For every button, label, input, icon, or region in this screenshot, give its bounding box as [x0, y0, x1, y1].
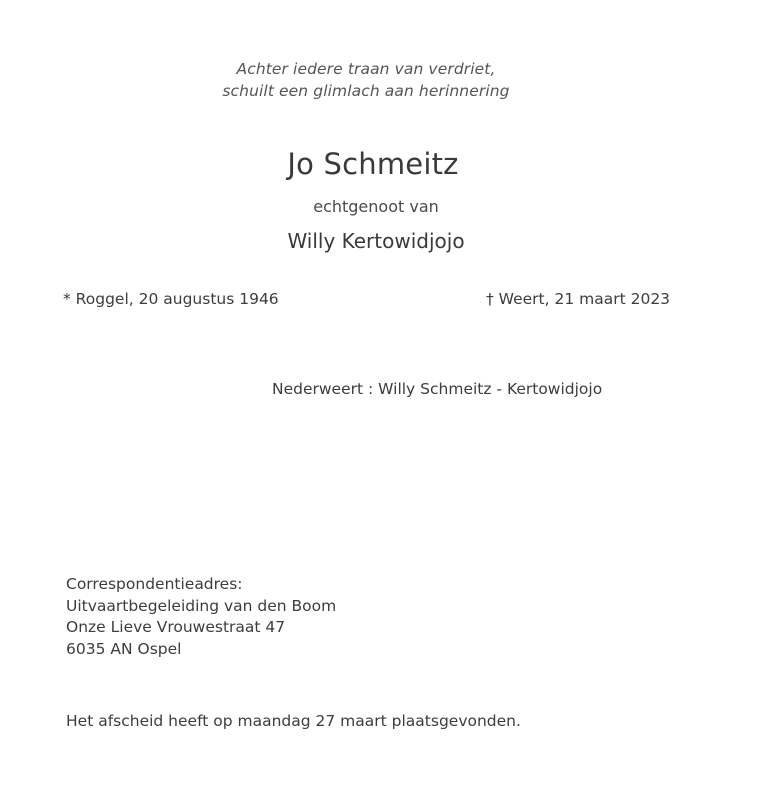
address-line-2: Onze Lieve Vrouwestraat 47 — [66, 618, 286, 636]
address-line-1: Uitvaartbegeleiding van den Boom — [66, 596, 337, 615]
correspondence-address — [66, 574, 336, 660]
memorial-verse — [0, 58, 732, 102]
farewell-notice: Het afscheid heeft op maandag 27 maart plaatsgevonden. — [66, 712, 521, 730]
birth-date: * Roggel, 20 augustus 1946 — [63, 290, 279, 308]
relation-label: echtgenoot van — [313, 197, 439, 216]
address-heading: Correspondentieadres: — [66, 575, 243, 593]
spouse-name: Willy Kertowidjojo — [287, 229, 465, 253]
address-line-3: 6035 AN Ospel — [66, 639, 182, 658]
death-date: † Weert, 21 maart 2023 — [486, 290, 671, 308]
verse-line-2: schuilt een glimlach aan herinnering — [222, 82, 510, 100]
verse-line-1: Achter iedere traan van verdriet, — [236, 60, 496, 78]
mourners-line: Nederweert : Willy Schmeitz - Kertowidjojo — [272, 380, 603, 398]
deceased-name: Jo Schmeitz — [287, 147, 459, 181]
